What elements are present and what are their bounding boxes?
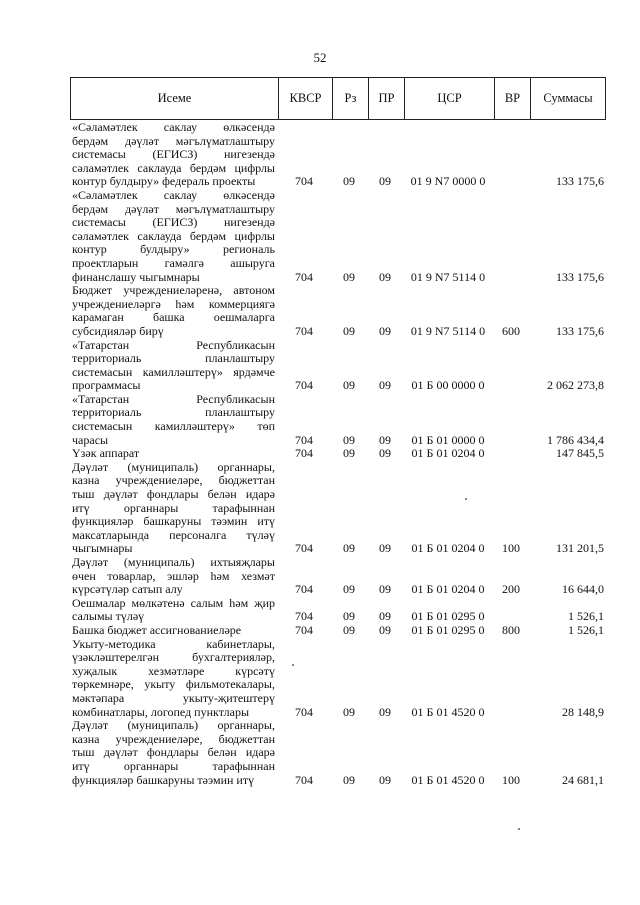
row-vr: 600 (502, 323, 520, 338)
table-row (72, 121, 604, 189)
row-name-line: казна учреждениеләре, бюджеттан (72, 731, 275, 746)
row-name-line: контур булдыру» федераль проекты (72, 174, 256, 189)
row-name-line: үзәкләштерелгән бухгалтерияләр, (72, 650, 275, 665)
row-sum: 16 644,0 (562, 582, 604, 597)
row-kvsr: 704 (295, 609, 313, 624)
row-kvsr: 704 (295, 772, 313, 787)
row-name-line: системасын камилләштерү» ярдәмче (72, 364, 275, 379)
row-sum: 24 681,1 (562, 772, 604, 787)
row-rz: 09 (343, 582, 355, 597)
row-pr: 09 (379, 609, 391, 624)
row-pr: 09 (379, 704, 391, 719)
table-row (72, 461, 604, 556)
row-csr: 01 Б 01 4520 0 (411, 772, 485, 787)
row-rz: 09 (343, 269, 355, 284)
row-rz: 09 (343, 704, 355, 719)
row-csr: 01 Б 01 0000 0 (411, 432, 485, 447)
row-name-line: системасын камилләштерү» төп (72, 419, 275, 434)
row-name-line: өчен товарлар, эшләр һәм хезмәт (72, 568, 275, 583)
row-pr: 09 (379, 269, 391, 284)
row-vr: 100 (502, 772, 520, 787)
row-name-line: Дәүләт (муниципаль) ихтыяҗлары (72, 555, 275, 569)
header-vr: ВР (494, 78, 530, 119)
table-row (72, 624, 604, 638)
row-name-line: күрсәтүләр сатып алу (72, 582, 183, 597)
row-kvsr: 704 (295, 378, 313, 393)
row-rz: 09 (343, 609, 355, 624)
row-name-line: тыш дәүләт фондлары белән идарә (72, 745, 275, 760)
row-rz: 09 (343, 622, 355, 637)
row-name-line: территориаль планлаштыру (72, 405, 275, 420)
row-csr: 01 9 N7 0000 0 (410, 174, 486, 189)
row-name-line: сәламәтлек саклауда бердәм цифрлы (72, 228, 275, 243)
row-name-line: Дәүләт (муниципаль) органнары, (72, 459, 275, 474)
table-row (72, 284, 604, 338)
row-name-line: «Татарстан Республикасын (72, 337, 275, 352)
row-pr: 09 (379, 772, 391, 787)
row-name-line: Үзәк аппарат (72, 446, 140, 461)
row-csr: 01 Б 01 0204 0 (411, 446, 485, 461)
row-name-line: итү органнары тарафыннан (72, 500, 275, 515)
table-row (72, 447, 604, 461)
row-pr: 09 (379, 432, 391, 447)
row-name (72, 339, 277, 393)
row-sum: 133 175,6 (556, 174, 604, 189)
table-header (70, 77, 606, 120)
table-row (72, 339, 604, 393)
row-name-line: проектларын гамәлгә ашыруга (72, 255, 275, 270)
row-sum: 133 175,6 (556, 323, 604, 338)
row-sum: 131 201,5 (556, 541, 604, 556)
row-kvsr: 704 (295, 541, 313, 556)
row-kvsr: 704 (295, 269, 313, 284)
row-name-line: субсидияләр бирү (72, 323, 164, 338)
row-rz: 09 (343, 323, 355, 338)
row-sum: 1 526,1 (568, 609, 604, 624)
row-rz: 09 (343, 772, 355, 787)
row-name-line: Башка бюджет ассигнованиеләре (72, 622, 242, 637)
row-vr: 800 (502, 622, 520, 637)
row-kvsr: 704 (295, 432, 313, 447)
row-kvsr: 704 (295, 446, 313, 461)
row-sum: 133 175,6 (556, 269, 604, 284)
row-name-line: мәктәпара укыту-җитештерү (72, 690, 275, 705)
row-name-line: чыгымнары (72, 541, 133, 556)
header-pr: ПР (368, 78, 404, 119)
row-csr: 01 Б 01 4520 0 (411, 704, 485, 719)
row-name-line: финанслашу чыгымнары (72, 269, 200, 284)
row-name-line: учреждениеләргә һәм коммерциягә (72, 296, 275, 311)
row-name-line: «Сәламәтлек саклау өлкәсендә (72, 187, 275, 202)
row-name-line: функцияләр башкаруны тәэмин итү (72, 772, 255, 787)
row-csr: 01 Б 01 0204 0 (411, 541, 485, 556)
table-row (72, 597, 604, 624)
row-name (72, 393, 277, 447)
row-name-line: хуҗалык хезмәтләре күрсәтү (72, 663, 275, 678)
header-rz: Рз (332, 78, 368, 119)
row-name (72, 461, 277, 556)
row-pr: 09 (379, 378, 391, 393)
row-sum: 1 526,1 (568, 622, 604, 637)
row-name (72, 447, 277, 461)
row-csr: 01 Б 01 0295 0 (411, 609, 485, 624)
row-name-line: салымы түләү (72, 609, 145, 624)
row-name-line: функцияләр башкаруны тәэмин итү (72, 514, 275, 529)
row-name-line: тыш дәүләт фондлары белән идарә (72, 487, 275, 502)
row-name-line: «Татарстан Республикасын (72, 391, 275, 406)
scan-speck (292, 664, 294, 666)
row-name-line: комбинатлары, логопед пунктлары (72, 704, 250, 719)
row-kvsr: 704 (295, 323, 313, 338)
row-rz: 09 (343, 541, 355, 556)
row-csr: 01 Б 01 0295 0 (411, 622, 485, 637)
row-rz: 09 (343, 378, 355, 393)
row-name (72, 624, 277, 638)
row-name-line: Укыту-методика кабинетлары, (72, 636, 275, 651)
row-pr: 09 (379, 323, 391, 338)
row-csr: 01 Б 01 0204 0 (411, 582, 485, 597)
row-name (72, 638, 277, 720)
row-name-line: бердәм дәүләт мәгълүматлаштыру (72, 133, 275, 148)
row-name-line: чарасы (72, 432, 109, 447)
row-name (72, 284, 277, 338)
scan-speck (465, 498, 467, 500)
table-row (72, 556, 604, 597)
row-name (72, 556, 277, 597)
row-kvsr: 704 (295, 582, 313, 597)
row-kvsr: 704 (295, 622, 313, 637)
row-name (72, 189, 277, 284)
row-name-line: программасы (72, 378, 141, 393)
row-vr: 100 (502, 541, 520, 556)
row-name-line: контур булдыру» региональ (72, 242, 275, 257)
row-csr: 01 9 N7 5114 0 (410, 269, 486, 284)
row-name-line: бердәм дәүләт мәгълүматлаштыру (72, 201, 275, 216)
page-number: 52 (313, 50, 327, 65)
row-sum: 28 148,9 (562, 704, 604, 719)
header-name: Исеме (157, 91, 192, 105)
row-name-line: «Сәламәтлек саклау өлкәсендә (72, 120, 275, 134)
row-name-line: Дәүләт (муниципаль) органнары, (72, 718, 275, 733)
table-row (72, 189, 604, 284)
header-kvsr: КВСР (278, 78, 332, 119)
row-kvsr: 704 (295, 704, 313, 719)
row-csr: 01 Б 00 0000 0 (411, 378, 485, 393)
row-pr: 09 (379, 446, 391, 461)
row-name-line: максатларында персоналга түләү (72, 527, 275, 542)
row-csr: 01 9 N7 5114 0 (410, 323, 486, 338)
row-rz: 09 (343, 446, 355, 461)
header-sum: Суммасы (530, 78, 605, 119)
row-name (72, 597, 277, 624)
row-name-line: Бюджет учреждениеләренә, автоном (72, 283, 275, 298)
row-name-line: итү органнары тарафыннан (72, 758, 275, 773)
row-sum: 1 786 434,4 (547, 432, 604, 447)
row-pr: 09 (379, 622, 391, 637)
table-row (72, 393, 604, 447)
row-name-line: системасы (ЕГИСЗ) нигезендә (72, 215, 275, 230)
row-pr: 09 (379, 541, 391, 556)
table-row (72, 638, 604, 720)
row-pr: 09 (379, 174, 391, 189)
table-body (72, 121, 604, 787)
row-name-line: төркемнәре, укыту фильмотекалары, (72, 677, 275, 692)
scan-speck (518, 828, 520, 830)
row-name-line: карамаган башка оешмаларга (72, 310, 275, 325)
row-name-line: территориаль планлаштыру (72, 351, 275, 366)
row-name (72, 719, 277, 787)
row-name (72, 121, 277, 189)
row-kvsr: 704 (295, 174, 313, 189)
row-name-line: сәламәтлек саклауда бердәм цифрлы (72, 160, 275, 175)
row-name-line: системасы (ЕГИСЗ) нигезендә (72, 147, 275, 162)
row-vr: 200 (502, 582, 520, 597)
row-pr: 09 (379, 582, 391, 597)
row-rz: 09 (343, 174, 355, 189)
row-name-line: Оешмалар мөлкәтенә салым һәм җир (72, 595, 275, 610)
row-sum: 147 845,5 (556, 446, 604, 461)
header-csr: ЦСР (404, 78, 494, 119)
row-sum: 2 062 273,8 (547, 378, 604, 393)
row-name-line: казна учреждениеләре, бюджеттан (72, 473, 275, 488)
table-row (72, 719, 604, 787)
row-rz: 09 (343, 432, 355, 447)
